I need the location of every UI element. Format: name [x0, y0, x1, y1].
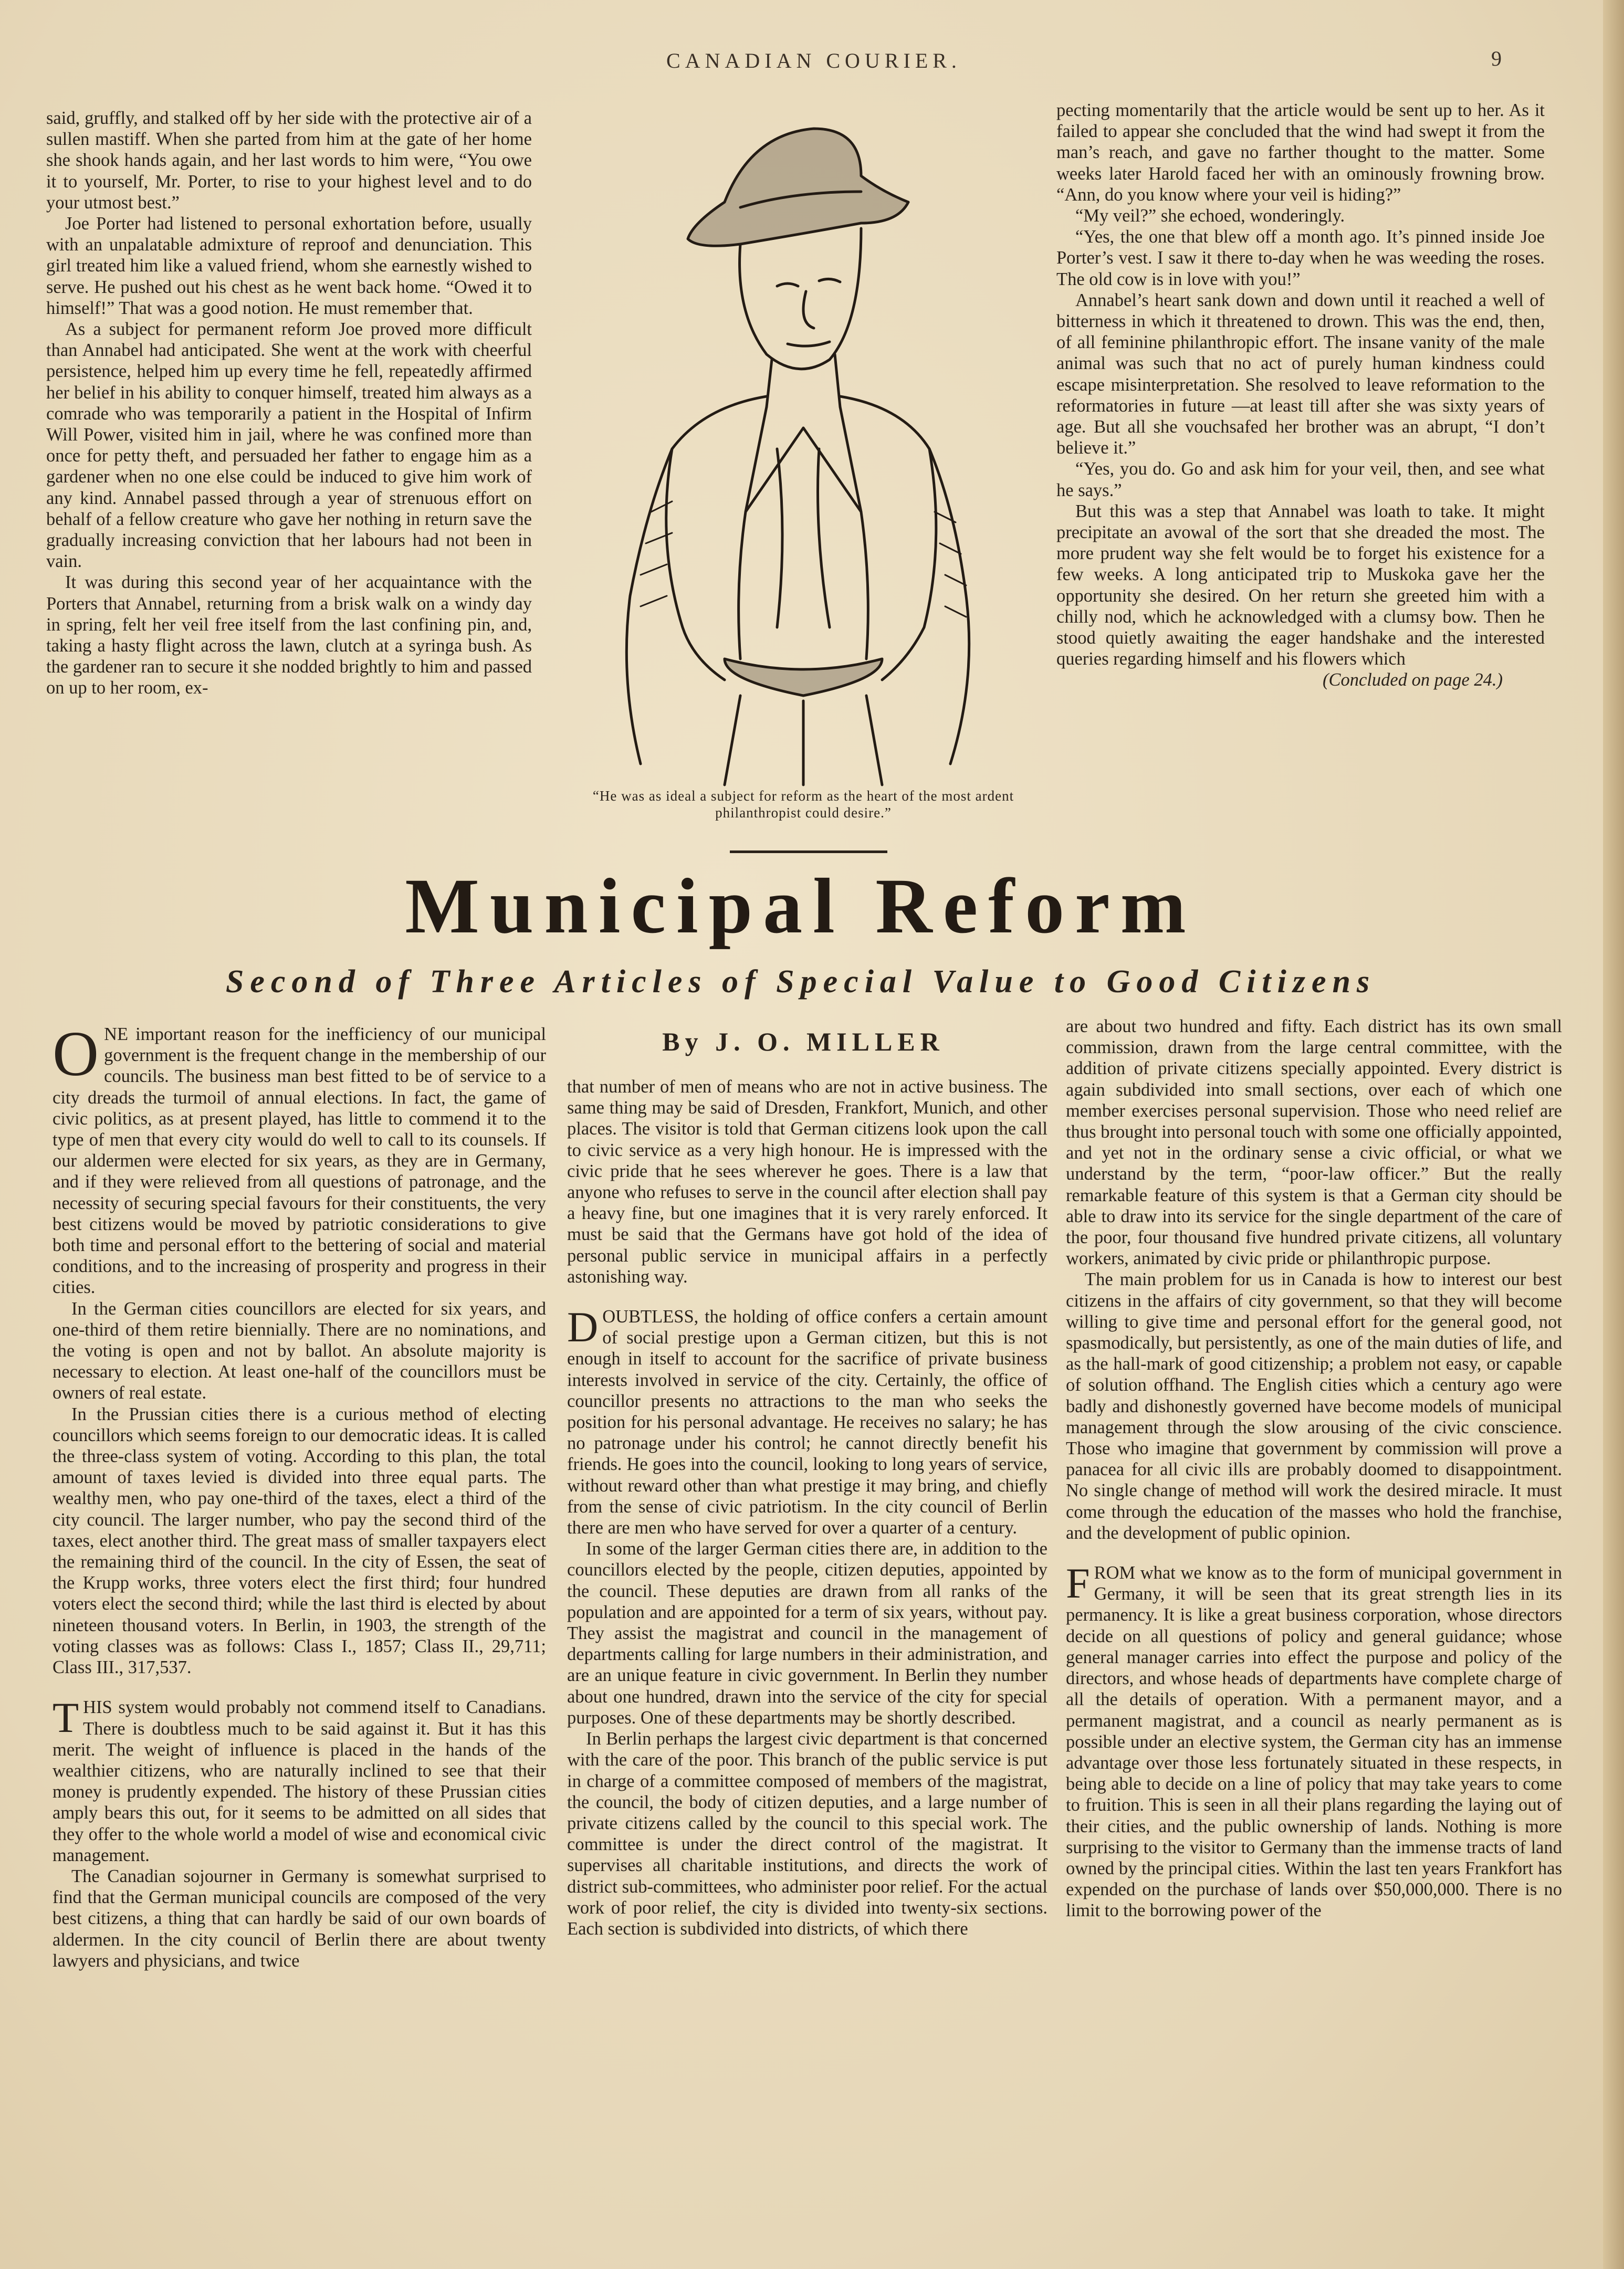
article-paragraph: are about two hundred and fifty. Each district has its own small commission, drawn from the large central committee, with the addition of private citizens specially appointed. Every district is again subdivided into small sections, over each of which one member exercises personal supervision. Those who need relief are thus brought into personal touch with some one officially appointed, and yet not in the ordinary sense a civic official, or what we understand by the term, “poor-law officer.” But the really remarkable feature of this system is that a German city should be able to draw into its service for the single department of the care of the poor, four thousand five hundred private citizens, all voluntary workers, animated by civic pride or philanthropic purpose. — [1066, 1016, 1562, 1269]
article-column-2 — [567, 1076, 1047, 1939]
article-paragraph: that number of men of means who are not in active business. The same thing may be said of Dresden, Frankfort, Munich, and other places. The visitor is told that German citizens look upon the call to civic service as a very high honour. He is impressed with the civic pride that he sees wherever he goes. There is a law that anyone who refuses to serve in the council after election shall pay a heavy fine, but one imagines that it is very rarely enforced. It must be said that the Germans have got hold of the idea of personal public service in municipal affairs in a perfectly astonishing way. — [567, 1077, 1047, 1287]
story-paragraph: As a subject for permanent reform Joe proved more difficult than Annabel had anticipated. She went at the work with cheerful persistence, helped him up every time he fell, repeatedly affirmed her belief in his ability to conquer himself, treated him always as a comrade who was temporarily a patient in the Hospital of Infirm Will Power, visited him in jail, where he was confined more than once for petty theft, and persuaded her father to engage him as a gardener when no one else could be induced to give him work of any kind. Annabel passed through a year of strenuous effort on behalf of a fellow creature who gave her nothing in return save the gradually increasing conviction that her labours had not been in vain. — [46, 319, 532, 572]
article-paragraph: In some of the larger German cities there are, in addition to the councillors elected by the people, citizen deputies, appointed by the council. These deputies are drawn from all ranks of the population and are appointed for a term of six years, without pay. They assist the magistrat and council in the management of departments calling for large numbers in their administration, and are an unique feature in civic government. In Berlin they number about one hundred, drawn into the service of the city for special purposes. One of these departments may be shortly described. — [567, 1539, 1047, 1728]
story-paragraph: “My veil?” she echoed, wonderingly. — [1075, 206, 1345, 226]
page-number: 9 — [1491, 47, 1502, 70]
article-paragraph: In the German cities councillors are elected for six years, and one-third of them retire biennially. There are no nominations, and the voting is open and not by ballot. An absolute majority is necessary to election. At least one-half of the councillors must be owners of real estate. — [53, 1298, 546, 1403]
illustration-caption: “He was as ideal a subject for reform as the heart of the most ardent philanthropist could desire.” — [592, 788, 1014, 821]
article-paragraph: In the Prussian cities there is a curious method of electing councillors which seems foreign to our democratic ideas. It is called the three-class system of voting. According to this plan, the total amount of taxes levied is divided into three equal parts. The wealthy men, who pay one-third of the taxes, elect a third of the city council. The larger number, who pay the second third of the taxes, elect another third. The great mass of smaller taxpayers elect the remaining third of the council. In the city of Essen, the seat of the Krupp works, three voters elect the first third; four hundred voters elect the second third; while the last third is elected by about nineteen thousand voters. In Berlin, in 1903, the strength of the voting classes was as follows: Class I., 1857; Class II., 29,711; Class III., 317,537. — [53, 1404, 546, 1678]
article-column-3 — [1066, 1016, 1562, 1921]
story-paragraph: “Yes, the one that blew off a month ago. It’s pinned inside Joe Porter’s vest. I saw it there to-day when he was weeding the roses. The old cow is in love with you!” — [1056, 227, 1545, 289]
story-paragraph: said, gruffly, and stalked off by her side with the protective air of a sullen mastiff. When she parted from him at the gate of her home she shook hands again, and her last words to him were, “You owe it to yourself, Mr. Porter, to rise to your highest level and to do your utmost best.” — [46, 108, 532, 213]
article-subtitle: Second of Three Articles of Special Value to Good Citizens — [225, 964, 1376, 1000]
story-paragraph: “Yes, you do. Go and ask him for your veil, then, and see what he says.” — [1056, 459, 1545, 500]
section-divider — [730, 850, 887, 853]
article-title: Municipal Reform — [405, 863, 1197, 950]
continued-note: (Concluded on page 24.) — [1322, 670, 1503, 690]
article-paragraph: DOUBTLESS, the holding of office confers a certain amount of social prestige upon a German citizen, but this is not enough in itself to account for the sacrifice of private business interests involved in service of the city. Certainly, the office of councillor presents no attractions to the man who seeks the position for his personal advantage. He receives no salary; he has no patronage under his control; he cannot directly benefit his friends. He goes into the council, looking to long years of service, without reward other than what prestige it may bring, and chiefly from the sense of civic patriotism. In the city council of Berlin there are men who have served for over a quarter of a century. — [567, 1303, 1047, 1538]
illustration-man-in-hat — [567, 113, 1019, 790]
article-paragraph: ONE important reason for the inefficiency of our municipal government is the frequent change in the membership of our councils. The business man best fitted to be of service to a city dreads the turmoil of annual elections. In fact, the game of civic politics, as at present played, has little to commend it to the type of men that every city would do well to call to its counsels. If our aldermen were elected for six years, as they are in Germany, and if they were relieved from all questions of patronage, and the necessity of securing special favours for their constituents, the very best citizens would be moved by patriotic considerations to give both time and personal effort to the bettering of social and material conditions, and to the increasing of prosperity and progress in their cities. — [53, 1018, 546, 1298]
story-column-3 — [1056, 100, 1545, 691]
running-head: CANADIAN COURIER. — [666, 49, 961, 72]
page-spine-shadow — [1603, 0, 1624, 2269]
article-paragraph: In Berlin perhaps the largest civic department is that concerned with the care of the poor. This branch of the public service is put in charge of a committee composed of members of the magistrat, the council, the body of citizen deputies, and a large number of private citizens called by the council to this special work. The committee is under the direct control of the magistrat. It supervises all charitable institutions, and directs the work of district sub-committees, who administer poor relief. For the actual work of poor relief, the city is divided into twenty-six sections. Each section is subdivided into districts, of which there — [567, 1729, 1047, 1939]
article-paragraph: The main problem for us in Canada is how to interest our best citizens in the affairs of city government, so that they will become willing to give time and personal effort for the general good, not spasmodically, but persistently, as one of the main duties of life, and as the hall-mark of good citizenship; a problem not easy, or capable of solution offhand. The English cities which a century ago were badly and dishonestly governed have become models of municipal management through the slow arousing of the civic conscience. Those who imagine that government by commission will prove a panacea for all civic ills are probably doomed to disappointment. No single change of method will work the desired miracle. It must come through the education of the masses who hold the franchise, and the development of public opinion. — [1066, 1269, 1562, 1543]
story-paragraph: pecting momentarily that the article would be sent up to her. As it failed to appear she concluded that the wind had swept it from the man’s reach, and gave no farther thought to the matter. Some weeks later Harold faced her with an ominously frowning brow. “Ann, do you know where your veil is hiding?” — [1056, 100, 1545, 205]
story-paragraph: But this was a step that Annabel was loath to take. It might precipitate an avowal of the sort that she dreaded the most. The more prudent way she felt would be to forget his existence for a few weeks. A long anticipated trip to Muskoka gave her the opportunity she desired. On her return she greeted him with a chilly nod, which he acknowledged with a clumsy bow. Then he stood quietly awaiting the eager handshake and the interested queries regarding himself and his flowers which — [1056, 501, 1545, 669]
article-column-1 — [53, 1018, 546, 1971]
story-paragraph: Annabel’s heart sank down and down until it reached a well of bitterness in which it threatened to drown. This was the end, then, of all feminine philanthropic effort. The insane vanity of the male animal was such that no act of purely human kindness could escape misinterpretation. She resolved to leave reformation to the reformatories in future —at least till after she was sixty years of age. But all she vouchsafed her brother was an abrupt, “I don’t believe it.” — [1056, 290, 1545, 458]
article-paragraph: The Canadian sojourner in Germany is somewhat surprised to find that the German municipal councils are composed of the very best citizens, a thing that can hardly be said of our own boards of aldermen. In the city council of Berlin there are about twenty lawyers and physicians, and twice — [53, 1866, 546, 1971]
article-paragraph: FROM what we know as to the form of municipal government in Germany, it will be seen that its great strength lies in its permanency. It is like a great business corporation, whose directors decide on all questions of policy and general guidance; whose general manager carries into effect the purpose and policy of the directors, and whose heads of departments have complete charge of all the details of operation. With a permanent mayor, and a permanent magistrat, and a council as nearly permanent as is possible under an elective system, the German city has an immense advantage over those less fortunately situated in these respects, in being able to decide on a line of policy that may take years to come to fruition. This is seen in all their plans regarding the laying out of their cities, and the public ownership of lands. Nothing is more surprising to the visitor to Germany than the immense tracts of land owned by the principal cities. Within the last ten years Frankfort has expended on the purchase of lands over $50,000,000. There is no limit to the borrowing power of the — [1066, 1559, 1562, 1921]
story-paragraph: It was during this second year of her acquaintance with the Porters that Annabel, returning from a brisk walk on a windy day in spring, felt her veil free itself from the last confining pin, and, taking a hasty flight across the lawn, clutch at a syringa bush. As the gardener ran to secure it she nodded brightly to him and passed on up to her room, ex- — [46, 572, 532, 698]
story-column-1 — [46, 108, 532, 699]
article-paragraph: THIS system would probably not commend itself to Canadians. There is doubtless much to be said against it. But it has this merit. The weight of influence is placed in the hands of the wealthier citizens, who are naturally inclined to see that their money is prudently expended. The history of these Prussian cities amply bears this out, for it seems to be admitted on all sides that they offer to the whole world a model of wise and economical civic management. — [53, 1694, 546, 1865]
article-byline: By J. O. MILLER — [662, 1027, 945, 1056]
story-paragraph: Joe Porter had listened to personal exhortation before, usually with an unpalatable admixture of reproof and denunciation. This girl treated him like a valued friend, whom she earnestly wished to serve. He pushed out his chest as he went back home. “Owed it to himself!” That was a good notion. He must remember that. — [46, 214, 532, 318]
